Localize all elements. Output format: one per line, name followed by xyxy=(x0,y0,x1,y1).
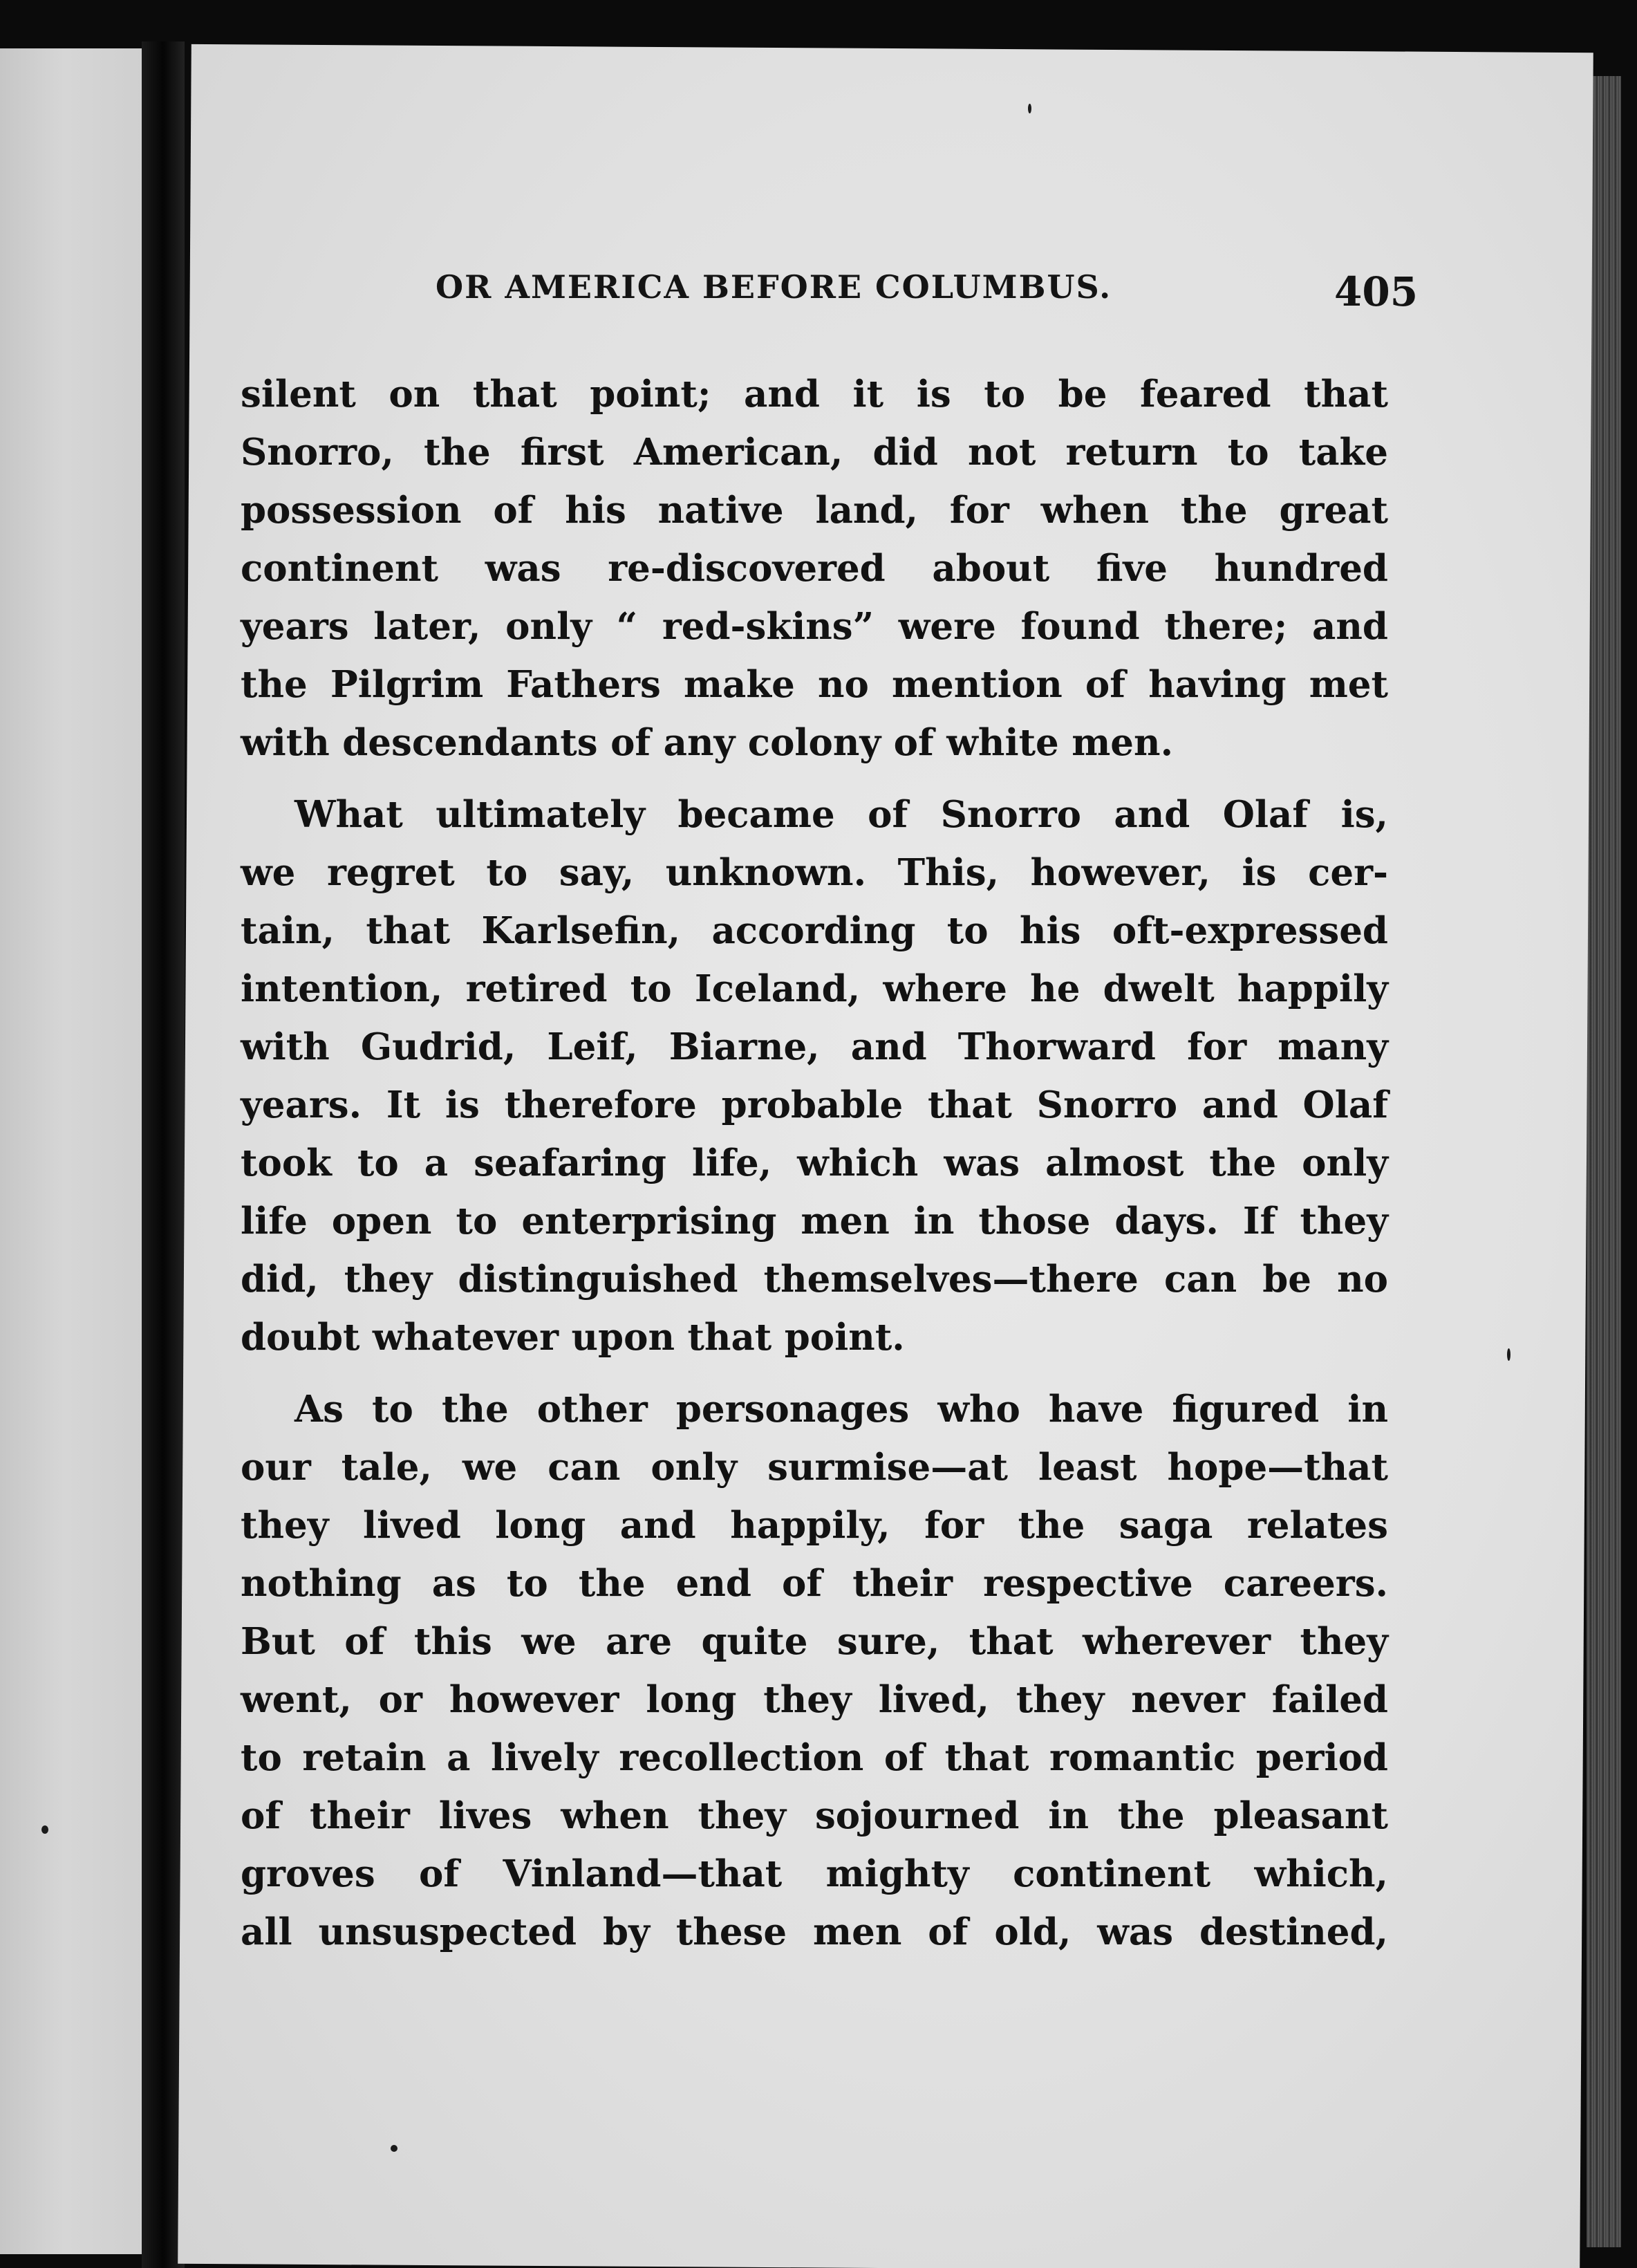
page-edge-stack xyxy=(1587,76,1621,2247)
text-line: silent on that point; and it is to be feared that xyxy=(241,373,1388,416)
text-line: our tale, we can only surmise—at least hope—that xyxy=(241,1446,1388,1489)
text-line: doubt whatever upon that point. xyxy=(241,1316,905,1359)
text-line: went, or however long they lived, they never failed xyxy=(241,1678,1388,1721)
text-line: possession of his native land, for when the great xyxy=(241,489,1388,532)
page-number: 405 xyxy=(1334,268,1419,315)
text-line: groves of Vinland—that mighty continent which, xyxy=(241,1852,1388,1895)
text-line: the Pilgrim Fathers make no mention of having met xyxy=(241,663,1388,706)
dust-speck xyxy=(1507,1348,1510,1361)
dust-speck xyxy=(1028,104,1031,113)
text-line: years. It is therefore probable that Snorro and Olaf xyxy=(241,1084,1388,1126)
text-line: nothing as to the end of their respective careers. xyxy=(241,1562,1388,1605)
text-line: But of this we are quite sure, that wherever they xyxy=(241,1620,1388,1663)
text-line: intention, retired to Iceland, where he dwelt happily xyxy=(241,967,1388,1010)
paragraph xyxy=(241,365,1388,772)
text-line: continent was re-discovered about five hundred xyxy=(241,547,1388,590)
text-line: with descendants of any colony of white men. xyxy=(241,721,1174,764)
text-line: took to a seafaring life, which was almost the only xyxy=(241,1142,1388,1184)
paragraph xyxy=(241,786,1388,1366)
text-line: tain, that Karlsefin, according to his oft-expressed xyxy=(241,909,1388,952)
text-line: with Gudrid, Leif, Biarne, and Thorward for many xyxy=(241,1025,1388,1068)
text-line: years later, only “ red-skins” were found there; and xyxy=(241,605,1388,648)
binding-gutter xyxy=(142,41,185,2268)
text-line: they lived long and happily, for the saga relates xyxy=(241,1504,1388,1547)
dust-speck xyxy=(391,2145,397,2152)
text-line: life open to enterprising men in those days. If they xyxy=(241,1200,1388,1243)
text-line: Snorro, the first American, did not return to take xyxy=(241,431,1388,474)
text-line: did, they distinguished themselves—there can be no xyxy=(241,1258,1388,1301)
text-line: all unsuspected by these men of old, was destined, xyxy=(241,1911,1388,1953)
text-line: of their lives when they sojourned in the pleasant xyxy=(241,1794,1388,1837)
text-line: What ultimately became of Snorro and Olaf is, xyxy=(294,793,1388,836)
paragraph xyxy=(241,1380,1388,1961)
facing-page-edge xyxy=(0,48,142,2254)
text-line: to retain a lively recollection of that romantic period xyxy=(241,1736,1388,1779)
dust-speck xyxy=(41,1825,48,1834)
running-head-title: OR AMERICA BEFORE COLUMBUS. xyxy=(436,268,1112,306)
body-text xyxy=(241,365,1388,1961)
text-line: we regret to say, unknown. This, however, is cer- xyxy=(241,851,1388,894)
text-line: As to the other personages who have figured in xyxy=(294,1388,1388,1431)
